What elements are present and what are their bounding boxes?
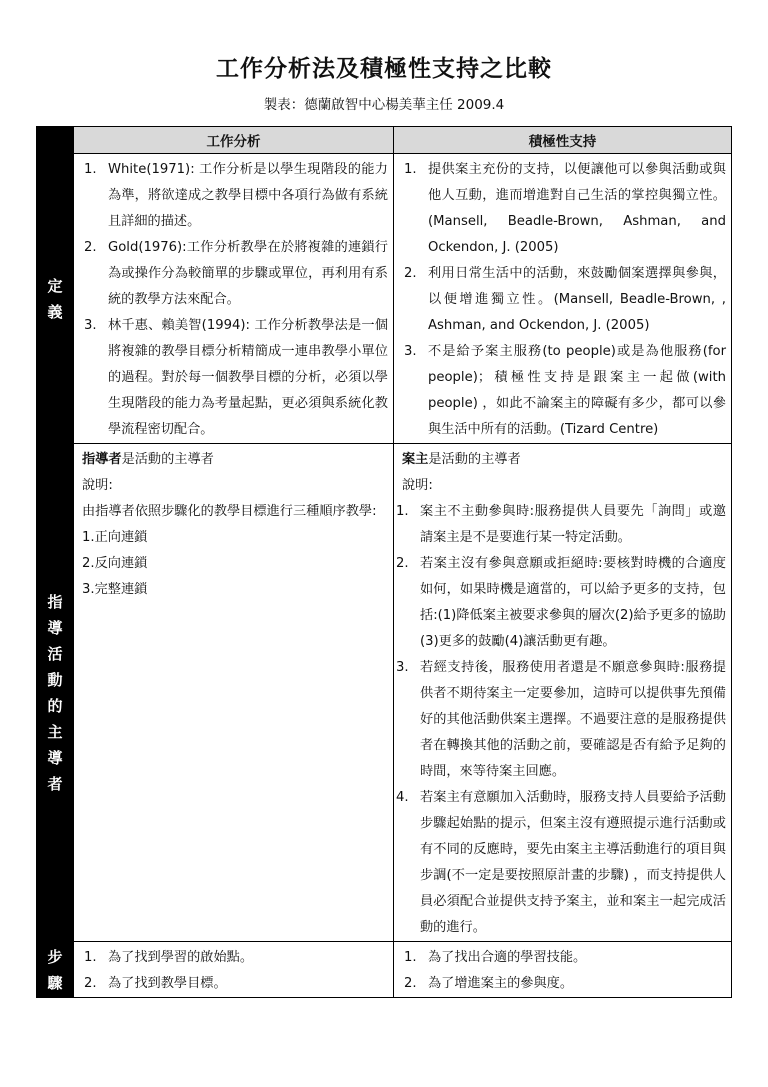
- comparison-table: [36, 126, 732, 998]
- label-char: 義: [47, 302, 63, 321]
- list-item: 4. 若案主有意願加入活動時，服務支持人員要給予活動步驟起始點的提示，但案主沒有遵照提示進行活動或有不同的反應時，要先由案主主導活動進行的項目與步調(不一定是要按照原計畫的步驟) ，而支持提供人員必須配合並提供支持予案主，並和案主一起完成活動的進行。: [396, 790, 726, 935]
- list-item: 2. 為了增進案主的參與度。: [404, 976, 574, 991]
- leader-row: [37, 444, 732, 942]
- header-task-analysis: 工作分析: [74, 127, 394, 154]
- list-item: 3.完整連鎖: [82, 582, 148, 597]
- header-active-support: 積極性支持: [394, 127, 732, 154]
- leader-right-cell: [394, 444, 732, 942]
- leader-left-explain: 說明:: [82, 478, 113, 493]
- list-item: 3. 若經支持後，服務使用者還是不願意參與時:服務提供者不期待案主一定要參加，這時可以提供事先預備好的其他活動供案主選擇。不過要注意的是服務提供者在轉換其他的活動之前，要確認是否有給予足夠的時間，來等待案主回應。: [396, 660, 726, 779]
- leader-right-heading: 案主是活動的主導者: [402, 452, 521, 467]
- list-item: 1. 為了找到學習的啟始點。: [84, 950, 254, 965]
- list-item: 1.正向連鎖: [82, 530, 148, 545]
- list-item: 1. 提供案主充份的支持，以便讓他可以參與活動或與他人互動，進而增進對自己生活的掌控與獨立性。(Mansell, Beadle-Brown, Ashman, and Ockendon, J. (2005): [404, 162, 726, 255]
- list-item: 2. 利用日常生活中的活動，來鼓勵個案選擇與參與，以便增進獨立性。(Mansell, Beadle-Brown, , Ashman, and Ockendon, J. (2005): [404, 266, 726, 333]
- header-row: [37, 127, 732, 154]
- steps-left-cell: [74, 942, 394, 998]
- leader-left-intro: 由指導者依照步驟化的教學目標進行三種順序教學:: [82, 504, 377, 519]
- definition-row: [37, 154, 732, 444]
- steps-right-cell: [394, 942, 732, 998]
- steps-row: [37, 942, 732, 998]
- definition-right-cell: [394, 154, 732, 444]
- document-subtitle: 製表：德蘭啟智中心楊美華主任 2009.4: [263, 97, 505, 113]
- list-item: 1. White(1971): 工作分析是以學生現階段的能力為準，將欲達成之教學目標中各項行為做有系統且詳細的描述。: [84, 162, 388, 229]
- list-item: 3. 不是給予案主服務(to people)或是為他服務(for people)；積極性支持是跟案主一起做(with people) ，如此不論案主的障礙有多少，都可以參與生活中所有的活動。(Tizard Centre): [404, 344, 726, 437]
- list-item: 2. 為了找到教學目標。: [84, 976, 227, 991]
- steps-label: 步 驟: [37, 942, 74, 998]
- list-item: 1. 為了找出合適的學習技能。: [404, 950, 587, 965]
- label-char: 定: [47, 276, 63, 295]
- list-item: 3. 林千惠、賴美智(1994): 工作分析教學法是一個將複雜的教學目標分析精簡成一連串教學小單位的過程。對於每一個教學目標的分析，必須以學生現階段的能力為考量起點，更必須與系統化教學流程密切配合。: [84, 318, 388, 437]
- leader-right-explain: 說明:: [402, 478, 433, 493]
- leader-label: 指 導 活 動 的 主 導 者: [37, 444, 74, 942]
- definition-label: [37, 154, 74, 444]
- header-corner: [37, 127, 74, 154]
- list-item: 2. Gold(1976):工作分析教學在於將複雜的連鎖行為或操作分為較簡單的步驟或單位，再利用有系統的教學方法來配合。: [84, 240, 388, 307]
- list-item: 1. 案主不主動參與時:服務提供人員要先「詢問」或邀請案主是不是要進行某一特定活動。: [396, 504, 726, 545]
- leader-left-cell: [74, 444, 394, 942]
- list-item: 2.反向連鎖: [82, 556, 148, 571]
- leader-left-heading: 指導者是活動的主導者: [82, 452, 214, 467]
- definition-left-cell: [74, 154, 394, 444]
- document-title: 工作分析法及積極性支持之比較: [216, 56, 552, 82]
- list-item: 2. 若案主沒有參與意願或拒絕時:要核對時機的合適度如何，如果時機是適當的，可以給予更多的支持，包括:(1)降低案主被要求參與的層次(2)給予更多的協助(3)更多的鼓勵(4)讓活動更有趣。: [396, 556, 726, 649]
